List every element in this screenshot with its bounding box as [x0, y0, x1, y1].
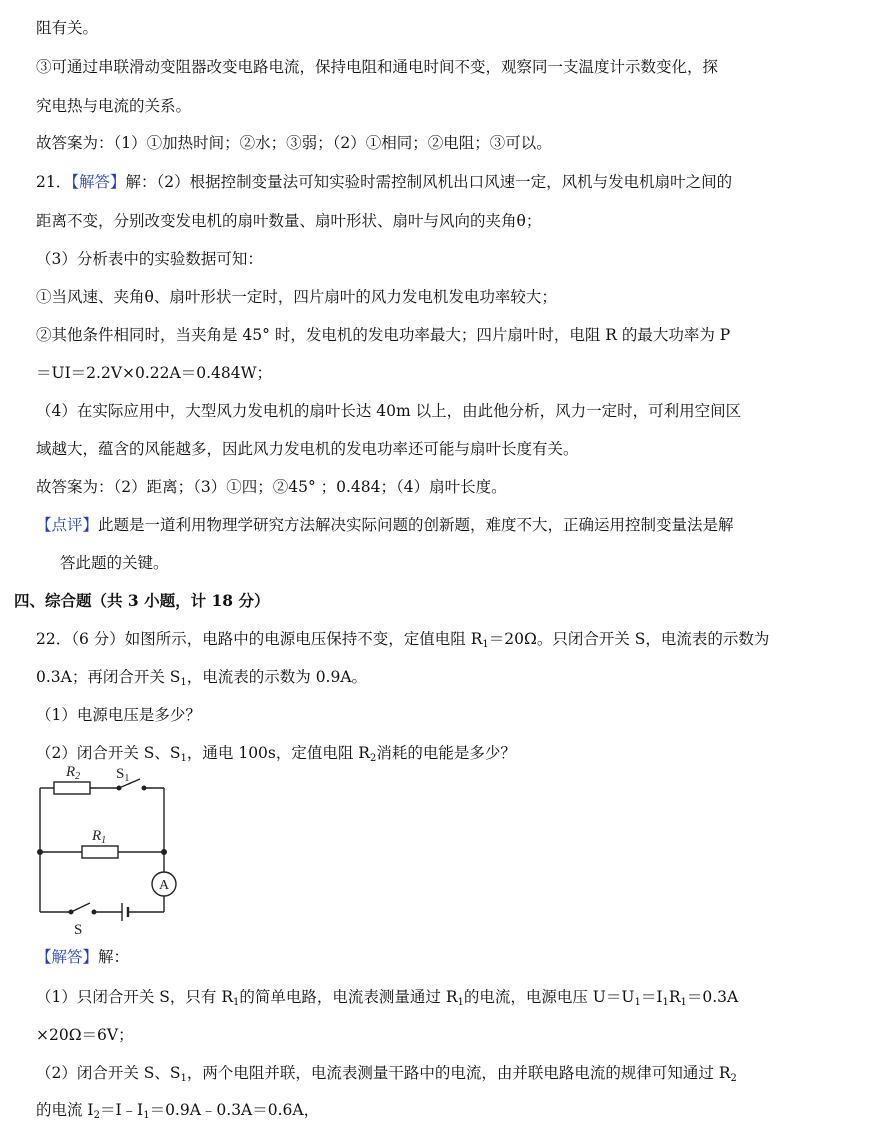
- solution-text: 解：: [98, 948, 130, 966]
- subscript: 1: [457, 997, 464, 1008]
- line-09: ②其他条件相同时，当夹角是 45° 时，发电机的发电功率最大；四片扇叶时，电阻 R 的最大功率为 P: [36, 326, 731, 344]
- q21-number: 21．: [36, 173, 72, 191]
- subscript: 1: [143, 1110, 150, 1121]
- sol1-c: 的电流，电源电压 U＝U: [463, 988, 635, 1006]
- sol1-f: ＝0.3A: [686, 988, 739, 1006]
- ammeter-label: A: [159, 878, 170, 893]
- sol2-c: 的电流 I: [36, 1101, 94, 1119]
- comment-line: [36, 514, 734, 536]
- junction-right: [161, 849, 167, 855]
- solution-tag: 【解答】: [71, 173, 126, 191]
- comment-tag: 【点评】: [36, 516, 99, 534]
- sol1-b: 的简单电路，电流表测量通过 R: [239, 988, 458, 1006]
- q22-text-d: ，电流表的示数为 0.9A。: [186, 668, 368, 686]
- subscript: 1: [482, 639, 489, 650]
- subscript: 1: [680, 997, 687, 1008]
- q22-stem-line-2: [36, 666, 367, 688]
- sol2-a: （2）闭合开关 S、S: [36, 1064, 181, 1082]
- answer-line-21: 故答案为：（2）距离；（3）①四；②45° ；0.484；（4）扇叶长度。: [36, 478, 507, 496]
- line-10: ＝UI＝2.2V×0.22A＝0.484W；: [36, 364, 273, 382]
- subscript: 1: [634, 997, 641, 1008]
- q22-stem-line-1: [36, 628, 769, 650]
- sol1-d: ＝I: [640, 988, 663, 1006]
- r2-label: $R_2$: [66, 764, 81, 782]
- q22-solution-2: [36, 1062, 737, 1084]
- subscript: 2: [369, 753, 377, 764]
- line-12: 域越大，蕴含的风能越多，因此风力发电机的发电功率还可能与扇叶长度有关。: [36, 440, 579, 458]
- junction-left: [37, 849, 43, 855]
- solution-tag: 【解答】: [36, 948, 99, 966]
- q22-solution-heading: [36, 946, 129, 968]
- q22-part-1: （1）电源电压是多少？: [36, 706, 201, 724]
- q21-text: 解：（2）根据控制变量法可知实验时需控制风机出口风速一定，风机与发电机扇叶之间的: [125, 173, 733, 191]
- sol2-e: ＝0.9A﹣0.3A＝0.6A，: [149, 1101, 320, 1119]
- s-label: S: [74, 922, 83, 938]
- subscript: 1: [180, 753, 187, 764]
- sol2-b: ，两个电阻并联，电流表测量干路中的电流，由并联电路电流的规律可知通过 R: [186, 1064, 731, 1082]
- resistor-r1: [82, 846, 118, 858]
- q22-part2-b: ，通电 100s，定值电阻 R: [186, 744, 370, 762]
- line-01: 阻有关。: [36, 19, 99, 37]
- subscript: 1: [662, 997, 669, 1008]
- comment-text: 此题是一道利用物理学研究方法解决实际问题的创新题，难度不大，正确运用控制变量法是解: [98, 516, 734, 534]
- sol2-d: ＝I﹣I: [99, 1101, 144, 1119]
- switch-s: [71, 903, 90, 912]
- line-06: 距离不变，分别改变发电机的扇叶数量、扇叶形状、扇叶与风向的夹角θ；: [36, 212, 542, 230]
- subscript: 1: [233, 997, 240, 1008]
- resistor-r2: [54, 782, 90, 794]
- answer-line-20: 故答案为：（1）①加热时间；②水；③弱；（2）①相同；②电阻；③可以。: [36, 134, 552, 152]
- s1-label: $S_1$: [116, 766, 130, 784]
- r1-label: $R_1$: [92, 828, 107, 846]
- q22-solution-1: [36, 986, 738, 1008]
- q22-text-a: 22．（6 分）如图所示，电路中的电源电压保持不变，定值电阻 R: [36, 630, 483, 648]
- q22-text-b: ＝20Ω。只闭合开关 S，电流表的示数为: [488, 630, 770, 648]
- line-15: 答此题的关键。: [60, 554, 169, 572]
- q22-solution-1-cont: ×20Ω＝6V；: [36, 1026, 134, 1044]
- line-03: 究电热与电流的关系。: [36, 97, 192, 115]
- subscript: 1: [180, 1073, 187, 1084]
- subscript: 2: [93, 1110, 100, 1121]
- sol1-a: （1）只闭合开关 S，只有 R: [36, 988, 234, 1006]
- sol1-e: R: [668, 988, 681, 1006]
- q21-solution-line: [36, 171, 732, 193]
- line-02: ③可通过串联滑动变阻器改变电路电流，保持电阻和通电时间不变，观察同一支温度计示数变化，探: [36, 58, 719, 76]
- subscript: 2: [730, 1073, 737, 1084]
- q22-text-c: 0.3A；再闭合开关 S: [36, 668, 181, 686]
- q22-part2-c: 消耗的电能是多少？: [376, 744, 516, 762]
- subscript: 1: [180, 677, 187, 688]
- q22-solution-2-cont: [36, 1099, 319, 1121]
- line-08: ①当风速、夹角θ、扇叶形状一定时，四片扇叶的风力发电机发电功率较大；: [36, 288, 557, 306]
- q22-part2-a: （2）闭合开关 S、S: [36, 744, 181, 762]
- line-11: （4）在实际应用中，大型风力发电机的扇叶长达 40m 以上，由此他分析，风力一定时，可利用空间区: [36, 402, 742, 420]
- section-heading: 四、综合题（共 3 小题，计 18 分）: [14, 591, 270, 610]
- circuit-diagram: [30, 760, 190, 940]
- line-07: （3）分析表中的实验数据可知：: [36, 250, 263, 268]
